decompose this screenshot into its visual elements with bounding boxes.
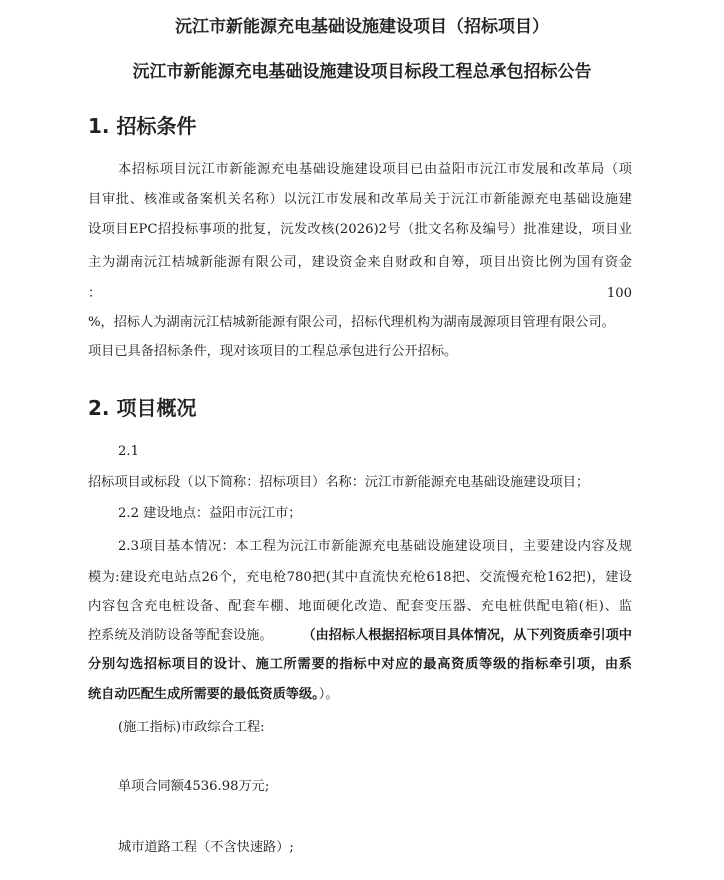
paragraph-line: 内容包含充电桩设备、配套车棚、地面硬化改造、配套变压器、充电桩供配电箱(柜)、监 — [88, 599, 632, 614]
line-normal-text: 控系统及消防设备等配套设施。 — [88, 628, 273, 643]
paragraph-line — [88, 627, 632, 645]
line-end-text: ）。 — [318, 687, 339, 702]
paragraph-line: 目审批、核准或备案机关名称）以沅江市发展和改革局关于沅江市新能源充电基础设施建 — [88, 192, 632, 207]
paragraph-line: 设项目EPC招投标事项的批复，沅发改核(2026)2号（批文名称及编号）批准建设，项目业 — [88, 222, 632, 237]
paragraph-line — [88, 686, 632, 704]
item-2-1-text: 招标项目或标段（以下简称：招标项目）名称：沅江市新能源充电基础设施建设项目； — [88, 475, 590, 490]
paragraph-line: 模为:建设充电站点26个，充电枪780把(其中直流快充枪618把、交流慢充枪162把)，建设 — [88, 570, 632, 585]
item-2-2: 2.2 建设地点：益阳市沅江市； — [118, 506, 302, 521]
paragraph-line: 主为湖南沅江桔城新能源有限公司，建设资金来自财政和自筹，项目出资比例为国有资金 — [88, 255, 632, 270]
paragraph-line: 2.3项目基本情况：本工程为沅江市新能源充电基础设施建设项目，主要建设内容及规 — [118, 539, 632, 554]
paragraph-line: 100 — [606, 286, 632, 301]
contract-amount: 单项合同额4536.98万元; — [118, 779, 270, 794]
section-1-heading: 1. 招标条件 — [88, 114, 197, 138]
road-work: 城市道路工程（不含快速路）; — [118, 840, 294, 855]
paragraph-line-bold: 分别勾选招标项目的设计、施工所需要的指标中对应的最高资质等级的指标牵引项，由系 — [88, 657, 632, 672]
line-bold-text: （由招标人根据招标项目具体情况，从下列资质牵引项中 — [302, 628, 632, 643]
document-title: 沅江市新能源充电基础设施建设项目（招标项目） — [175, 17, 549, 37]
paragraph-line: 项目已具备招标条件，现对该项目的工程总承包进行公开招标。 — [88, 344, 458, 359]
document-subtitle: 沅江市新能源充电基础设施建设项目标段工程总承包招标公告 — [132, 62, 592, 82]
paragraph-line: %，招标人为湖南沅江桔城新能源有限公司，招标代理机构为湖南晟源项目管理有限公司。 — [88, 315, 615, 330]
paragraph-line: ： — [88, 286, 102, 301]
construction-index: (施工指标)市政综合工程: — [118, 720, 265, 735]
paragraph-line: 本招标项目沅江市新能源充电基础设施建设项目已由益阳市沅江市发展和改革局（项 — [118, 162, 632, 177]
section-2-heading: 2. 项目概况 — [88, 396, 197, 420]
item-2-1-number: 2.1 — [118, 444, 139, 459]
line-bold-text: 统自动匹配生成所需要的最低资质等级。 — [88, 687, 319, 702]
